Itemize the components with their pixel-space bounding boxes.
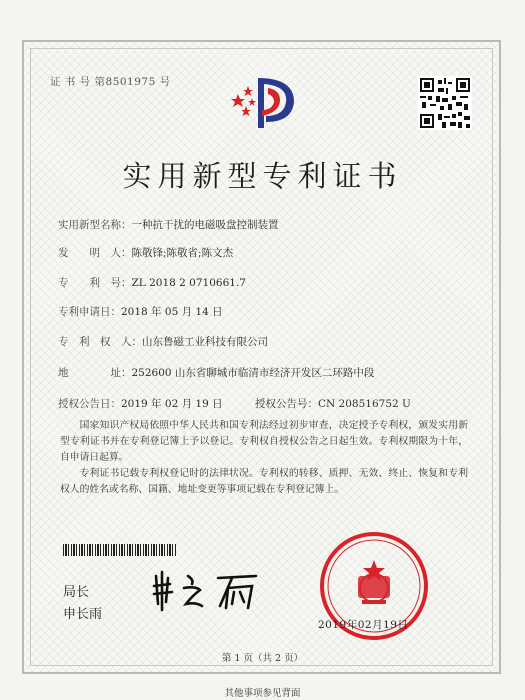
patentee-label: 专 利 权 人： — [58, 336, 142, 348]
certificate-paragraph-1: 国家知识产权局依照中华人民共和国专利法经过初步审查，决定授予专利权，颁发实用新型专利证书并在专利登记簿上予以登记。专利权自授权公告之日起生效。专利权期限为十年，自申请日起算。 — [60, 420, 468, 463]
chief-name: 申长雨 — [63, 607, 103, 622]
utility-model-name-row — [58, 217, 279, 232]
grant-date-label: 授权公告日： — [58, 398, 121, 410]
inventor-row — [58, 245, 233, 260]
grant-date-value: 2019 年 02 月 19 日 — [121, 398, 223, 410]
certificate-number: 证 书 号 第8501975 号 — [50, 76, 171, 88]
patent-number-value: ZL 2018 2 0710661.7 — [131, 277, 246, 289]
grant-number-row — [255, 396, 411, 411]
patentee-row — [58, 334, 268, 349]
inventor-value: 陈敬锋;陈敬省;陈文杰 — [131, 247, 234, 259]
utility-model-name-value: 一种抗干扰的电磁吸盘控制装置 — [131, 219, 279, 231]
grant-number-value: CN 208516752 U — [318, 398, 411, 410]
address-value: 252600 山东省聊城市临清市经济开发区二环路中段 — [131, 367, 375, 379]
patent-number-row — [58, 275, 246, 290]
filing-date-row — [58, 304, 223, 319]
address-row — [58, 365, 374, 380]
chief-title: 局长 — [63, 585, 90, 600]
utility-model-name-label: 实用新型名称： — [58, 219, 132, 231]
address-label: 地 址： — [58, 367, 132, 379]
certificate-title: 实用新型专利证书 — [122, 159, 403, 193]
filing-date-label: 专利申请日： — [58, 306, 121, 318]
patentee-value: 山东鲁磁工业科技有限公司 — [142, 336, 268, 348]
cnipa-logo-icon — [228, 72, 298, 134]
barcode-icon — [63, 544, 177, 556]
qr-code-icon — [418, 76, 472, 130]
seal-date: 2019年02月19日 — [318, 619, 409, 631]
inventor-label: 发 明 人： — [58, 247, 132, 259]
footer-note: 其他事项参见背面 — [224, 688, 301, 699]
grant-number-label: 授权公告号： — [255, 398, 318, 410]
page-number: 第 1 页（共 2 页） — [221, 653, 304, 664]
certificate-paragraph-2: 专利证书记载专利权登记时的法律状况。专利权的转移、质押、无效、终止、恢复和专利权人的姓名或名称、国籍、地址变更等事项记载在专利登记簿上。 — [60, 468, 468, 495]
filing-date-value: 2018 年 05 月 14 日 — [121, 306, 223, 318]
signature-icon — [148, 566, 268, 614]
patent-number-label: 专 利 号： — [58, 277, 132, 289]
grant-date-row — [58, 396, 223, 411]
